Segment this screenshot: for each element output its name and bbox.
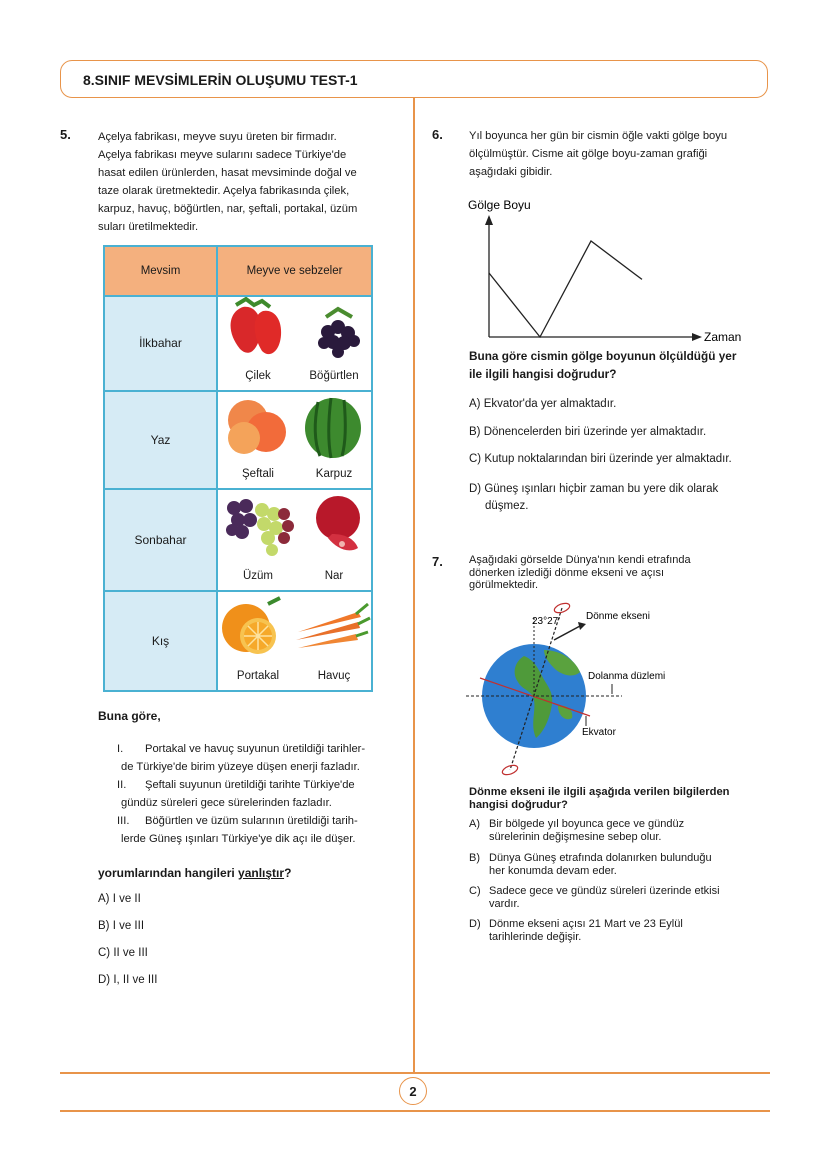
produce-cell-summer — [218, 392, 371, 488]
q7-option-c[interactable] — [469, 885, 759, 910]
q6-option-d[interactable]: D) Güneş ışınları hiçbir zaman bu yere dik olarak — [469, 483, 719, 495]
q7-question-line: hangisi doğrudur? — [469, 799, 568, 811]
produce-cell-winter — [218, 592, 371, 690]
q6-question-line: Buna göre cismin gölge boyunun ölçüldüğü yer — [469, 349, 737, 363]
q5-intro-line: Açelya fabrikası meyve sularını sadece Türkiye'de — [98, 149, 347, 161]
q5-intro-line: taze olarak üretmektedir. Açelya fabrikasında çilek, — [98, 185, 350, 197]
produce-name: Nar — [324, 570, 344, 582]
test-title: 8.SINIF MEVSİMLERİN OLUŞUMU TEST-1 — [83, 72, 358, 88]
season-produce-table — [103, 245, 373, 692]
table-grid — [105, 390, 371, 392]
option-text: Dönme ekseni açısı 21 Mart ve 23 Eylül — [489, 918, 683, 930]
q7-question-line: Dönme ekseni ile ilgili aşağıda verilen bilgilerden — [469, 786, 730, 798]
q5-option-a[interactable]: A) I ve II — [98, 893, 141, 905]
q7-intro — [469, 554, 757, 592]
axis-angle-label: 23°27' — [532, 616, 561, 627]
table-grid — [105, 590, 371, 592]
grape-pomegranate-image — [218, 490, 371, 562]
option-label: A) — [469, 818, 480, 830]
table-grid — [105, 295, 371, 297]
option-text: Bir bölgede yıl boyunca gece ve gündüz — [489, 818, 685, 830]
strawberry-blackberry-image — [218, 297, 371, 367]
option-label: C) — [469, 885, 481, 897]
q6-option-c[interactable]: C) Kutup noktalarından biri üzerinde yer almaktadır. — [469, 453, 732, 465]
q6-intro-line: ölçülmüştür. Cisme ait gölge boyu-zaman grafiği — [469, 148, 708, 160]
q7-intro-line: Aşağıdaki görselde Dünya'nın kendi etrafında — [469, 554, 691, 566]
season-cell: Sonbahar — [105, 490, 216, 590]
option-text: her konumda devam eder. — [489, 864, 617, 877]
statement-text: lerde Güneş ışınları Türkiye'ye dik açı ile düşer. — [121, 833, 356, 845]
axis-pointer-arrow-icon — [578, 622, 586, 630]
statement-roman: II. — [117, 779, 127, 791]
q5-option-b[interactable]: B) I ve III — [98, 920, 145, 932]
q6-intro-line: Yıl boyunca her gün bir cismin öğle vakti gölge boyu — [469, 130, 728, 142]
option-text: sürelerinin değişmesine sebep olur. — [489, 830, 662, 843]
statement-text: Şeftali suyunun üretildiği tarihte Türkiye'de — [145, 779, 355, 791]
q5-number: 5. — [60, 127, 71, 142]
q5-question-emphasis: yanlıştır — [238, 866, 285, 880]
earth-axis-figure — [462, 598, 702, 780]
table-grid — [216, 247, 218, 690]
q6-question-line: ile ilgili hangisi doğrudur? — [469, 367, 617, 381]
produce-name: Çilek — [245, 370, 271, 382]
q5-intro-line: suları üretilmektedir. — [98, 221, 199, 233]
option-text: Dünya Güneş etrafında dolanırken bulunduğu — [489, 852, 712, 864]
q6-question — [469, 347, 736, 383]
option-label: B) — [469, 852, 480, 864]
rotation-axis-label: Dönme ekseni — [586, 611, 650, 622]
q6-option-a[interactable]: A) Ekvator'da yer almaktadır. — [469, 398, 617, 410]
statement-text: de Türkiye'de birim yüzeye düşen enerji fazladır. — [121, 761, 360, 773]
q6-number: 6. — [432, 127, 443, 142]
axis-pointer-line — [554, 626, 580, 640]
q6-intro — [469, 127, 761, 181]
statement-text: Portakal ve havuç suyunun üretildiği tarihler- — [145, 743, 366, 755]
q5-question-mark: ? — [284, 866, 292, 880]
q7-option-d[interactable] — [469, 918, 759, 943]
q7-option-a[interactable] — [469, 818, 759, 843]
x-axis-arrow-icon — [692, 333, 702, 341]
q5-intro-line: Açelya fabrikası, meyve suyu üreten bir firmadır. — [98, 131, 337, 143]
option-text: tarihlerinde değişir. — [489, 930, 582, 943]
option-text: Sadece gece ve gündüz süreleri üzerinde etkisi — [489, 885, 720, 897]
q5-intro-line: karpuz, havuç, böğürtlen, nar, şeftali, portakal, üzüm — [98, 203, 358, 215]
statement-roman: I. — [117, 743, 124, 755]
page-number: 2 — [399, 1077, 427, 1105]
y-axis-arrow-icon — [485, 215, 493, 225]
produce-cell-spring — [218, 297, 371, 390]
footer-line-bottom — [60, 1110, 770, 1112]
footer-line-top — [60, 1072, 770, 1074]
q7-intro-line: dönerken izlediği dönme ekseni ve açısı — [469, 566, 665, 579]
q5-prompt: Buna göre, — [98, 709, 161, 723]
q5-option-d[interactable]: D) I, II ve III — [98, 974, 158, 986]
statement-roman: III. — [117, 815, 130, 827]
q7-intro-line: görülmektedir. — [469, 579, 539, 591]
produce-name: Şeftali — [242, 468, 274, 480]
q6-option-b[interactable]: B) Dönencelerden biri üzerinde yer almaktadır. — [469, 426, 707, 438]
column-divider — [413, 98, 415, 1073]
q5-option-c[interactable]: C) II ve III — [98, 947, 148, 959]
q5-intro-line: hasat edilen ürünlerden, hasat mevsiminde doğal ve — [98, 167, 357, 179]
season-cell: İlkbahar — [105, 297, 216, 390]
option-text: vardır. — [489, 897, 520, 910]
q7-number: 7. — [432, 554, 443, 569]
q5-intro — [98, 128, 383, 236]
shadow-series-line — [489, 241, 642, 337]
q7-question — [469, 786, 730, 812]
q7-option-b[interactable] — [469, 852, 759, 877]
shadow-length-chart — [462, 195, 762, 350]
chart-x-label: Zaman — [704, 330, 742, 344]
table-header-season: Mevsim — [105, 247, 216, 295]
orbital-plane-label: Dolanma düzlemi — [588, 671, 666, 682]
season-cell: Yaz — [105, 392, 216, 488]
test-header — [60, 60, 768, 98]
produce-name: Havuç — [317, 670, 351, 682]
table-grid — [105, 488, 371, 490]
orange-carrot-image — [218, 592, 371, 664]
produce-cell-autumn — [218, 490, 371, 590]
produce-name: Üzüm — [242, 570, 274, 582]
q5-question — [98, 864, 291, 882]
peach-watermelon-image — [218, 392, 371, 462]
equator-label: Ekvator — [582, 727, 616, 738]
season-cell: Kış — [105, 592, 216, 690]
chart-y-label: Gölge Boyu — [468, 198, 531, 212]
option-label: D) — [469, 918, 481, 930]
q6-intro-line: aşağıdaki gibidir. — [469, 166, 553, 178]
table-header-produce: Meyve ve sebzeler — [218, 247, 371, 295]
produce-name: Portakal — [236, 670, 280, 682]
q5-question-text: yorumlarından hangileri — [98, 866, 239, 880]
statement-text: Böğürtlen ve üzüm sularının üretildiği tarih- — [145, 815, 358, 827]
statement-text: gündüz süreleri gece sürelerinden fazladır. — [121, 797, 332, 809]
produce-name: Böğürtlen — [309, 370, 359, 382]
produce-name: Karpuz — [315, 468, 353, 480]
q6-option-d-cont: düşmez. — [485, 500, 529, 512]
